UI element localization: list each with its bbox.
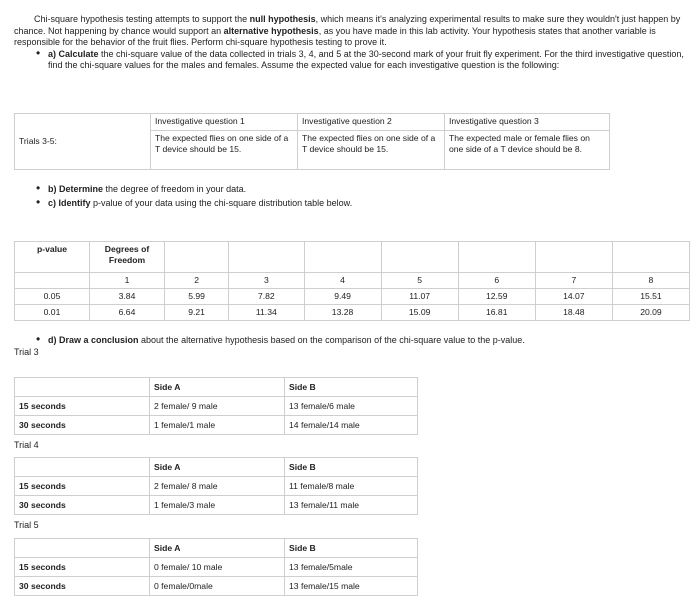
critical-value: 5.99: [165, 289, 229, 305]
task-a: • a) Calculate the chi-square value of the data collected in trials 3, 4, and 5 at the 30-second mark of your fruit fly experiment. For the third investigative question, find the chi-square values for the males and females. Assume the expected value for each investigative question is the following:: [14, 49, 686, 72]
critical-value: 12.59: [458, 289, 535, 305]
critical-value: 13.28: [304, 305, 381, 321]
time-cell: 30 seconds: [15, 416, 150, 435]
side-a-header: Side A: [150, 378, 285, 397]
critical-value: 16.81: [458, 305, 535, 321]
side-b-cell: 14 female/14 male: [285, 416, 418, 435]
chi-square-table: [14, 241, 690, 321]
trial-table: [14, 457, 418, 515]
pvalue-cell: 0.01: [15, 305, 90, 321]
side-b-header: Side B: [285, 539, 418, 558]
table-row: [15, 416, 418, 435]
dof-cell: 3: [229, 273, 304, 289]
critical-value: 3.84: [90, 289, 165, 305]
critical-value: 6.64: [90, 305, 165, 321]
critical-value: 9.21: [165, 305, 229, 321]
time-cell: 30 seconds: [15, 496, 150, 515]
trial-table: [14, 538, 418, 596]
dof-cell: 5: [381, 273, 458, 289]
critical-value: 9.49: [304, 289, 381, 305]
time-cell: 15 seconds: [15, 477, 150, 496]
task-d-list: [14, 335, 686, 347]
trial-title: Trial 3: [14, 347, 39, 357]
dof-cell: 7: [535, 273, 612, 289]
trial-title: Trial 5: [14, 520, 39, 530]
critical-value: 20.09: [612, 305, 689, 321]
table-row: [15, 305, 690, 321]
table-row: [15, 496, 418, 515]
pvalue-header: p-value: [15, 242, 90, 273]
side-b-cell: 13 female/15 male: [285, 577, 418, 596]
critical-value: 7.82: [229, 289, 304, 305]
cell-q2: The expected flies on one side of a T device should be 15.: [298, 131, 445, 170]
critical-value: 15.51: [612, 289, 689, 305]
side-b-cell: 13 female/11 male: [285, 496, 418, 515]
dof-cell: 2: [165, 273, 229, 289]
cell-q3: The expected male or female flies on one side of a T device should be 8.: [445, 131, 610, 170]
intro-paragraph: Chi-square hypothesis testing attempts to support the null hypothesis, which means it's analyzing experimental results to make sure they wouldn't just happen by chance. Not happening by chance would support an alternative hypothesis, as you have made in this lab activity. Your hypothesis states that another variable is responsible for the behavior of the fruit flies. Perform chi-square hypothesis testing to prove it.: [14, 14, 681, 47]
side-a-header: Side A: [150, 539, 285, 558]
critical-value: 11.34: [229, 305, 304, 321]
side-a-cell: 0 female/0male: [150, 577, 285, 596]
side-a-cell: 1 female/3 male: [150, 496, 285, 515]
dof-cell: 8: [612, 273, 689, 289]
side-b-header: Side B: [285, 378, 418, 397]
task-d: • d) Draw a conclusion about the alternative hypothesis based on the comparison of the chi-square value to the p-value.: [14, 335, 686, 347]
critical-value: 11.07: [381, 289, 458, 305]
time-cell: 15 seconds: [15, 558, 150, 577]
side-b-cell: 13 female/6 male: [285, 397, 418, 416]
time-cell: 30 seconds: [15, 577, 150, 596]
dof-cell: 4: [304, 273, 381, 289]
side-b-cell: 11 female/8 male: [285, 477, 418, 496]
critical-value: 15.09: [381, 305, 458, 321]
side-b-header: Side B: [285, 458, 418, 477]
investigative-questions-table: [14, 113, 610, 170]
header-q3: Investigative question 3: [445, 114, 610, 131]
pvalue-cell: 0.05: [15, 289, 90, 305]
trial-table: [14, 377, 418, 435]
side-a-cell: 2 female/ 9 male: [150, 397, 285, 416]
side-a-header: Side A: [150, 458, 285, 477]
critical-value: 18.48: [535, 305, 612, 321]
table-row: [15, 477, 418, 496]
table-row: [15, 577, 418, 596]
side-a-cell: 0 female/ 10 male: [150, 558, 285, 577]
header-q2: Investigative question 2: [298, 114, 445, 131]
dof-cell: 6: [458, 273, 535, 289]
table-row: [15, 397, 418, 416]
time-cell: 15 seconds: [15, 397, 150, 416]
instructions: [14, 14, 686, 72]
dof-cell: 1: [90, 273, 165, 289]
task-c: • c) Identify p-value of your data using the chi-square distribution table below.: [14, 198, 686, 210]
cell-q1: The expected flies on one side of a T device should be 15.: [151, 131, 298, 170]
header-q1: Investigative question 1: [151, 114, 298, 131]
tasks-bc: [14, 184, 686, 209]
task-b: • b) Determine the degree of freedom in your data.: [14, 184, 686, 196]
critical-value: 14.07: [535, 289, 612, 305]
trial-title: Trial 4: [14, 440, 39, 450]
side-a-cell: 2 female/ 8 male: [150, 477, 285, 496]
dof-header: Degrees of Freedom: [90, 242, 165, 273]
side-b-cell: 13 female/5male: [285, 558, 418, 577]
table-row: [15, 558, 418, 577]
table-row: [15, 289, 690, 305]
side-a-cell: 1 female/1 male: [150, 416, 285, 435]
trials-label: Trials 3-5:: [15, 114, 151, 170]
